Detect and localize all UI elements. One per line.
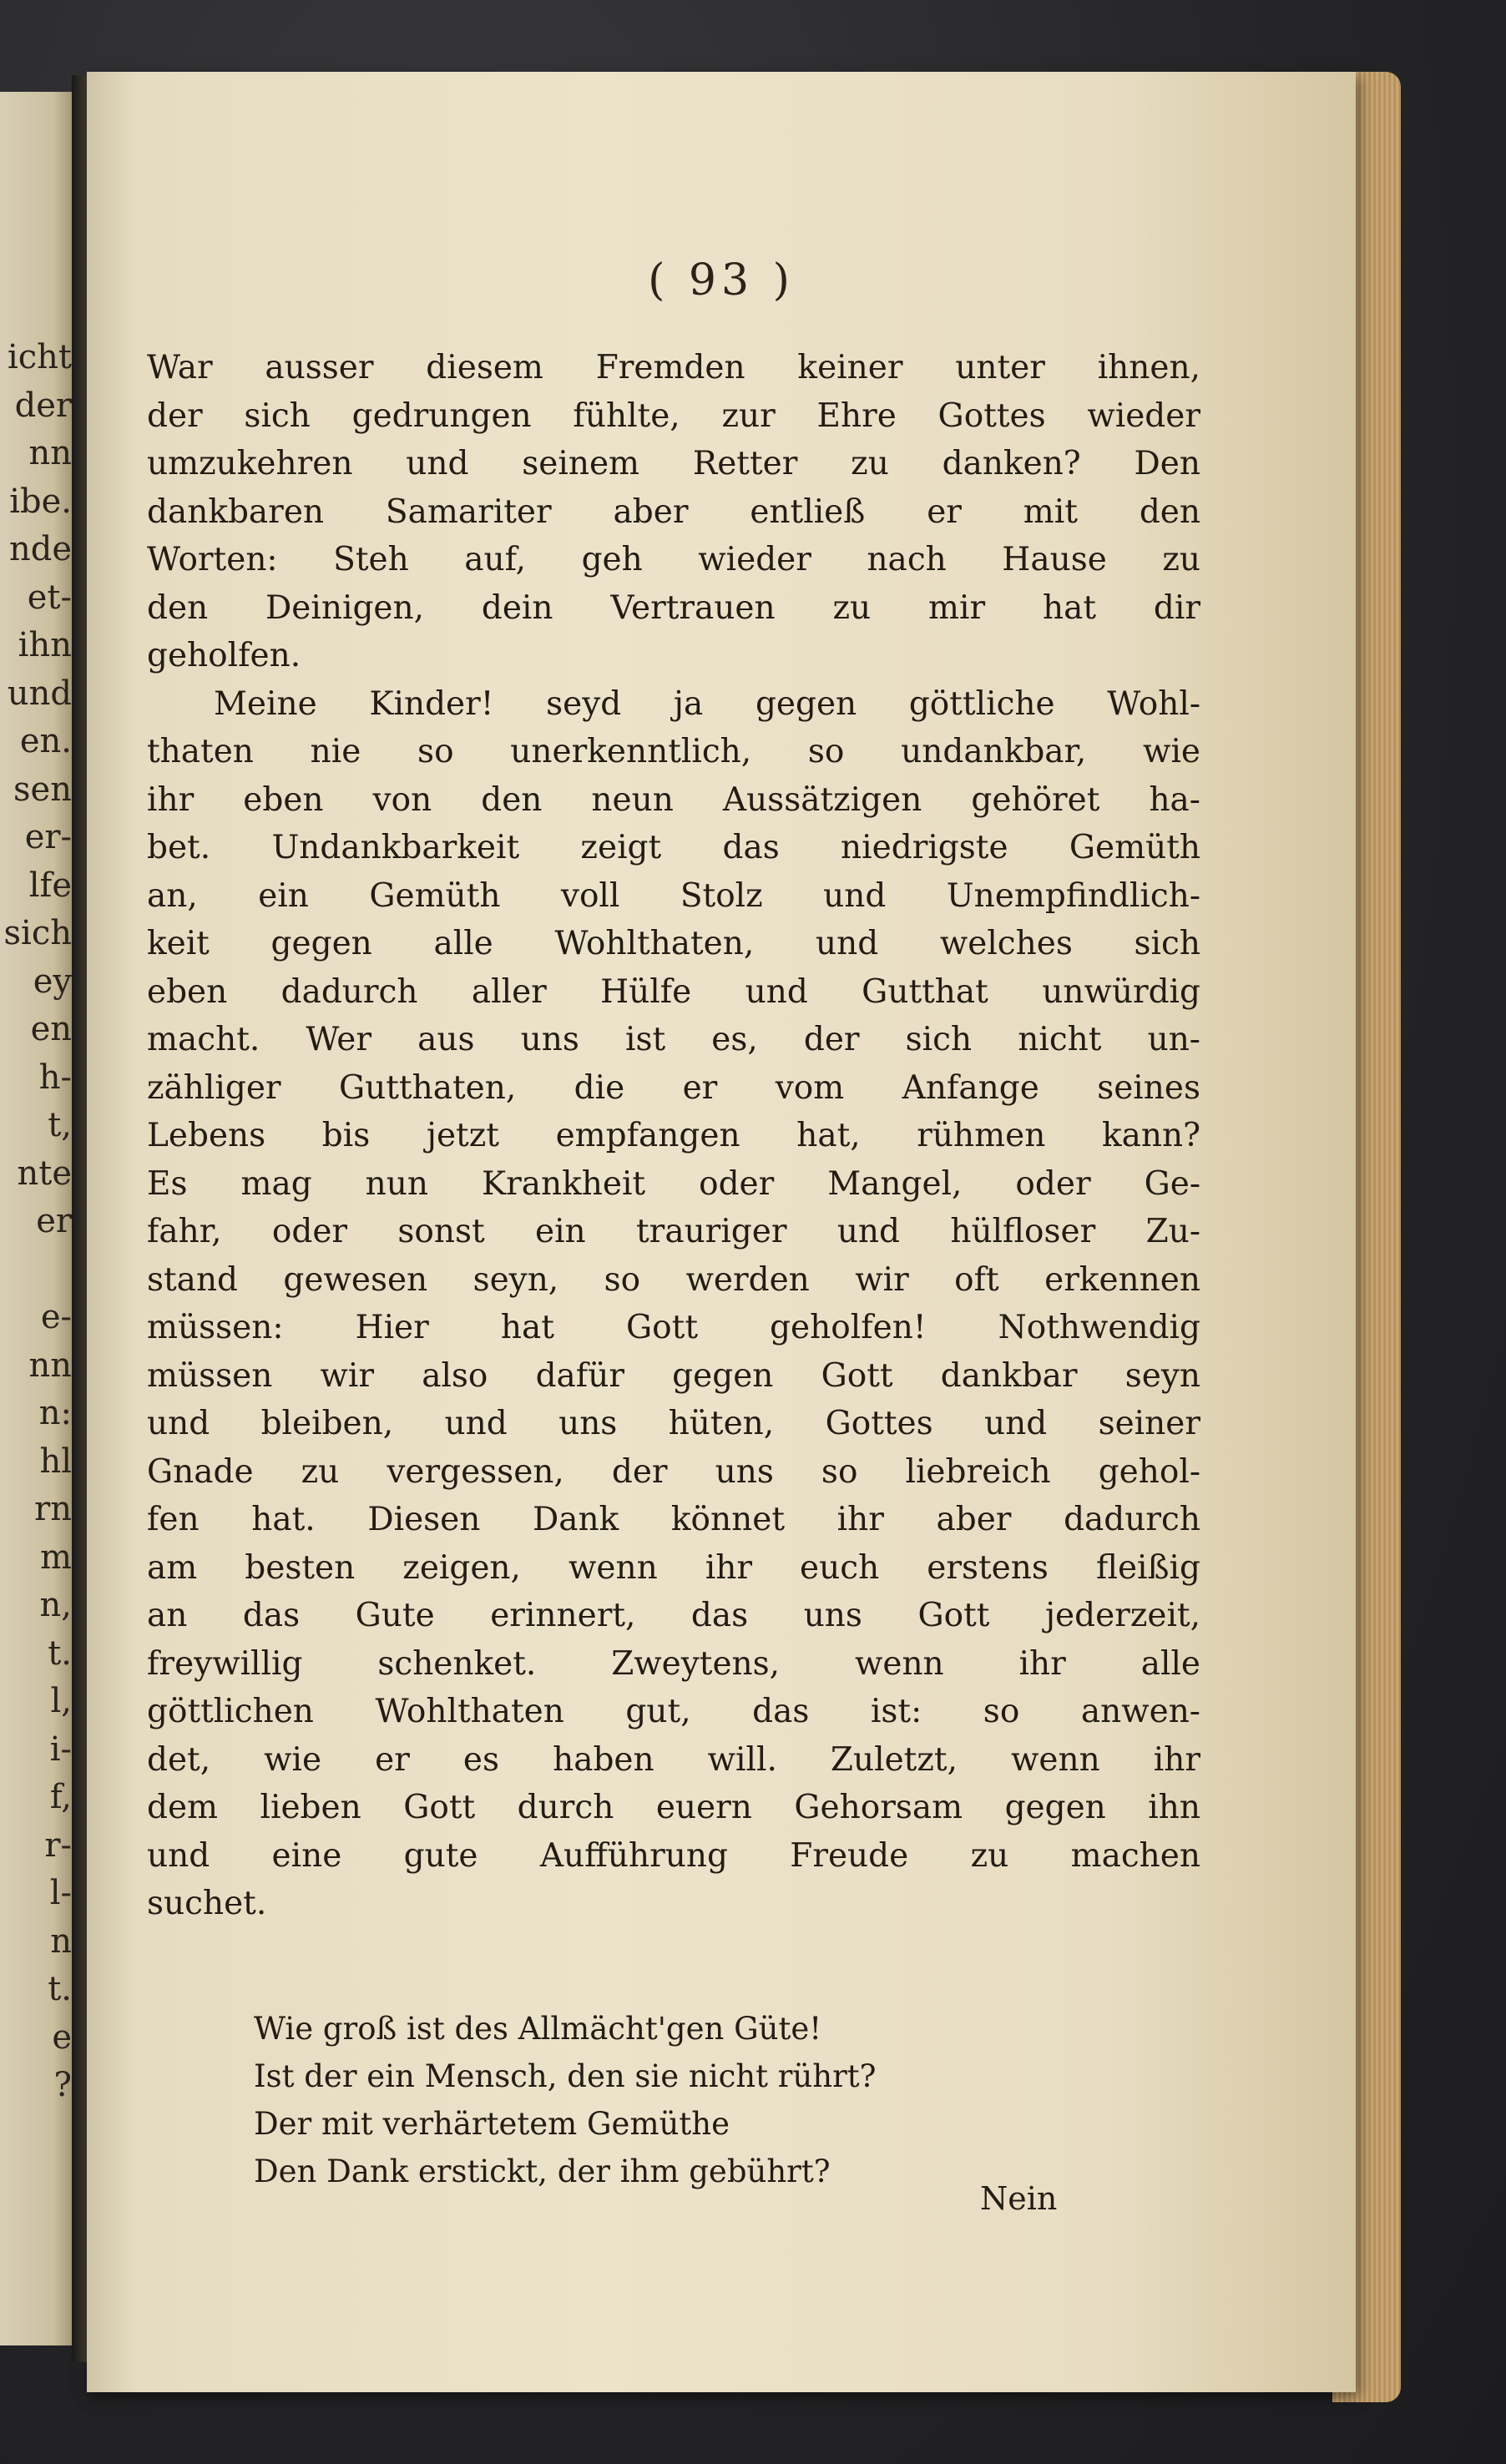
verse bbox=[254, 2005, 1089, 2195]
text-line: am besten zeigen, wenn ihr euch erstens fleißig bbox=[147, 1548, 1200, 1587]
text-line: Worten: Steh auf, geh wieder nach Hause zu bbox=[147, 541, 1200, 578]
text-line: War ausser diesem Fremden keiner unter ihnen, bbox=[147, 349, 1200, 386]
fragment: ? bbox=[53, 2066, 72, 2104]
fragment: n bbox=[50, 1921, 72, 1961]
text-line: Gnade zu vergessen, der uns so liebreich gehol- bbox=[147, 1452, 1200, 1491]
fragment: t, bbox=[48, 1106, 72, 1144]
fragment: m bbox=[40, 1537, 72, 1577]
text-line: umzukehren und seinem Retter zu danken? Den bbox=[147, 445, 1200, 482]
fragment: ey bbox=[33, 962, 72, 1001]
fragment: f, bbox=[49, 1778, 72, 1816]
fragment: h- bbox=[38, 1058, 72, 1097]
verse-line: Wie groß ist des Allmächt'gen Güte! bbox=[254, 2011, 822, 2047]
text-line: der sich gedrungen fühlte, zur Ehre Gottes wieder bbox=[147, 396, 1200, 435]
text-line: stand gewesen seyn, so werden wir oft erkennen bbox=[147, 1260, 1200, 1299]
text-line: dem lieben Gott durch euern Gehorsam gegen ihn bbox=[147, 1789, 1200, 1826]
text-line: göttlichen Wohlthaten gut, das ist: so anwen- bbox=[147, 1693, 1200, 1730]
fragment: r- bbox=[44, 1825, 72, 1865]
text-line: Meine Kinder! seyd ja gegen göttliche Wohl- bbox=[214, 684, 1200, 723]
fragment: er bbox=[36, 1202, 72, 1240]
fragment: l- bbox=[49, 1874, 72, 1912]
book-page bbox=[87, 72, 1356, 2392]
fragment: t. bbox=[48, 1970, 72, 2008]
text-line: fen hat. Diesen Dank könnet ihr aber dadurch bbox=[147, 1501, 1200, 1538]
text-line: müssen wir also dafür gegen Gott dankbar seyn bbox=[147, 1356, 1200, 1395]
fragment: n, bbox=[39, 1586, 72, 1624]
facing-page-left bbox=[0, 92, 77, 2345]
fragment: er- bbox=[24, 818, 72, 856]
fragment: e- bbox=[40, 1298, 72, 1336]
text-line: zähliger Gutthaten, die er vom Anfange seines bbox=[147, 1068, 1200, 1107]
text-line: dankbaren Samariter aber entließ er mit den bbox=[147, 492, 1200, 531]
fragment: ihn bbox=[18, 626, 72, 664]
text-line: fahr, oder sonst ein trauriger und hülfloser Zu- bbox=[147, 1213, 1200, 1250]
fragment: icht bbox=[7, 338, 72, 376]
text-line: an, ein Gemüth voll Stolz und Unempfindlich- bbox=[147, 876, 1200, 915]
fragment: sich bbox=[3, 914, 72, 952]
facing-page-text-fragments bbox=[0, 334, 77, 2110]
text-line: Es mag nun Krankheit oder Mangel, oder Ge- bbox=[147, 1164, 1200, 1203]
text-line: an das Gute erinnert, das uns Gott jederzeit, bbox=[147, 1597, 1200, 1634]
fragment: l, bbox=[50, 1682, 72, 1720]
fragment: en bbox=[30, 1010, 72, 1048]
text-line: det, wie er es haben will. Zuletzt, wenn ihr bbox=[147, 1740, 1200, 1779]
fragment: nte bbox=[17, 1154, 72, 1193]
fragment: der bbox=[14, 386, 72, 425]
text-line: müssen: Hier hat Gott geholfen! Nothwendig bbox=[147, 1309, 1200, 1346]
fragment: nde bbox=[8, 530, 72, 568]
fragment: ibe. bbox=[9, 482, 72, 521]
text-line: Lebens bis jetzt empfangen hat, rühmen kann? bbox=[147, 1117, 1200, 1154]
page-number: ( 93 ) bbox=[648, 255, 795, 305]
text-line: suchet. bbox=[147, 1885, 267, 1922]
fragment: lfe bbox=[28, 866, 72, 905]
fragment: und bbox=[7, 674, 72, 713]
fragment: hl bbox=[39, 1442, 72, 1481]
text-line: macht. Wer aus uns ist es, der sich nicht un- bbox=[147, 1021, 1200, 1058]
text-line: thaten nie so unerkenntlich, so undankbar, wie bbox=[147, 733, 1200, 770]
fragment: t. bbox=[48, 1633, 72, 1673]
text-line: ihr eben von den neun Aussätzigen gehöret ha- bbox=[147, 780, 1200, 819]
fragment: et- bbox=[27, 578, 72, 617]
fragment bbox=[0, 1246, 72, 1295]
fragment: en. bbox=[19, 722, 72, 760]
fragment: e bbox=[52, 2017, 72, 2057]
verse-line: Ist der ein Mensch, den sie nicht rührt? bbox=[254, 2058, 877, 2094]
verse-line: Der mit verhärtetem Gemüthe bbox=[254, 2106, 730, 2142]
body-text bbox=[147, 344, 1200, 1928]
fragment: nn bbox=[28, 1346, 72, 1385]
text-line: bet. Undankbarkeit zeigt das niedrigste Gemüth bbox=[147, 829, 1200, 866]
fragment: rn bbox=[34, 1490, 72, 1528]
text-line: und bleiben, und uns hüten, Gottes und seiner bbox=[147, 1405, 1200, 1442]
fragment: n: bbox=[38, 1394, 72, 1432]
text-line: eben dadurch aller Hülfe und Gutthat unwürdig bbox=[147, 972, 1200, 1011]
fragment: sen bbox=[13, 770, 72, 809]
text-line: geholfen. bbox=[147, 637, 301, 674]
text-line: den Deinigen, dein Vertrauen zu mir hat dir bbox=[147, 588, 1200, 627]
text-line: und eine gute Aufführung Freude zu machen bbox=[147, 1836, 1200, 1875]
catchword: Nein bbox=[980, 2180, 1058, 2217]
fragment: i- bbox=[49, 1729, 72, 1769]
fragment: nn bbox=[28, 434, 72, 472]
verse-line: Den Dank erstickt, der ihm gebührt? bbox=[254, 2153, 831, 2189]
text-line: freywillig schenket. Zweytens, wenn ihr alle bbox=[147, 1644, 1200, 1683]
text-line: keit gegen alle Wohlthaten, und welches sich bbox=[147, 925, 1200, 962]
